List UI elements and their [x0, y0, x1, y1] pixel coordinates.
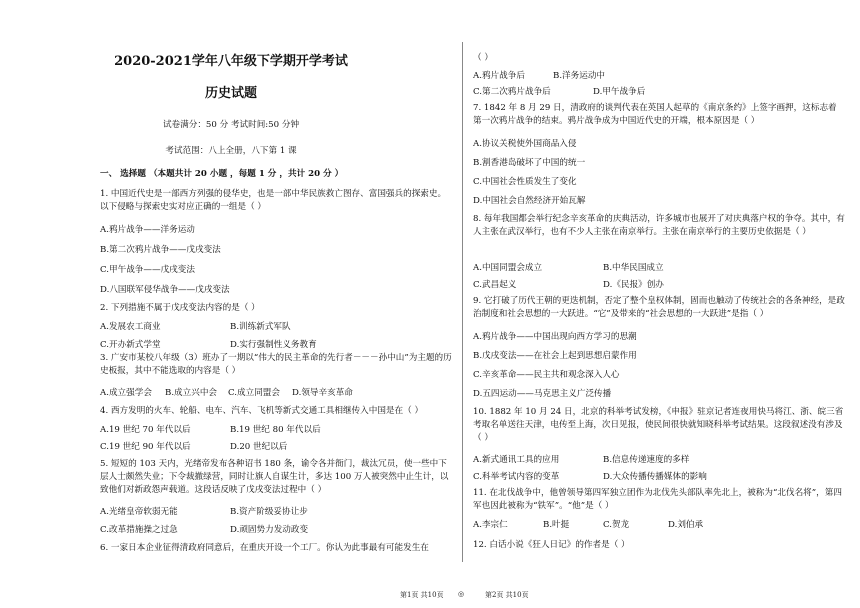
q4-option-a: A.19 世纪 70 年代以后: [100, 425, 191, 435]
q6-option-b: B.洋务运动中: [553, 71, 606, 81]
q2-option-b: B.训练新式军队: [230, 322, 291, 332]
section-heading: 一、 选择题 （本题共计 20 小题 ，每题 1 分 ，共计 20 分 ）: [100, 169, 344, 179]
q11-option-a: A.李宗仁: [473, 520, 508, 530]
q3-option-d: D.领导辛亥革命: [292, 388, 353, 398]
q11-option-d: D.刘伯承: [668, 520, 704, 530]
question-11: 11. 在北伐战争中，他曾领导第四军独立团作为北伐先头部队率先北上，被称为“北伐名将”，第四军也因此被称为“铁军”。“他”是（ ）: [473, 488, 842, 511]
q2-option-a: A.发展农工商业: [100, 322, 161, 332]
q10-option-c: C.科举考试内容的变革: [473, 472, 560, 482]
q6-option-c: C.第二次鸦片战争后: [473, 87, 551, 97]
q4-option-b: B.19 世纪 80 年代以后: [230, 425, 321, 435]
q6-option-a: A.鸦片战争后: [473, 71, 525, 81]
q9-option-b: B.戊戌变法——在社会上起到思想启蒙作用: [473, 351, 637, 361]
question-10: 10. 1882 年 10 月 24 日，北京的科举考试发榜，《申报》驻京记者连夜用快马将江、浙、皖三省考取名单送往天津，电传至上海，次日见报，使民间很快就知晓科举考试结果。这段叙述没有涉及（ ）: [473, 407, 844, 443]
footer-separator: ◎: [458, 590, 465, 598]
question-7: 7. 1842 年 8 月 29 日，清政府的谈判代表在英国人起草的《南京条约》上签字画押，这标志着第一次鸦片战争的结束。鸦片战争成为中国近代史的开端，根本原因是（ ）: [473, 103, 837, 126]
question-8: 8. 每年我国都会举行纪念辛亥革命的庆典活动，许多城市也展开了对庆典落户权的争夺。其中，有人主张在武汉举行，也有不少人主张在南京举行。主张在南京举行的主要历史依据是（ ）: [473, 214, 845, 237]
question-5: 5. 短短的 103 天内，光绪帝发布各种诏书 180 条，谕令各并衙门，裁汰冗员，使一些中下层人士颇然失业；下令裁撤绿营，同时让旗人自谋生计，多达 100 万人被突然中止生计，以致他们对新政怨声载道。这段话反映了戊戌变法过程中（ ）: [100, 459, 449, 495]
right-page: [463, 0, 860, 608]
question-1: 1. 中国近代史是一部西方列强的侵华史，也是一部中华民族救亡图存、富国强兵的探索史。以下侵略与探索史实对应正确的一组是（ ）: [100, 189, 447, 212]
q5-option-c: C.改革措施操之过急: [100, 525, 178, 535]
page-number-right: 第2页 共10页: [485, 591, 529, 599]
q4-option-d: D.20 世纪以后: [230, 442, 288, 452]
q7-option-d: D.中国社会自然经济开始瓦解: [473, 196, 586, 206]
q9-option-a: A.鸦片战争——中国出现向西方学习的思潮: [473, 332, 637, 342]
q5-option-a: A.光绪皇帝软弱无能: [100, 507, 178, 517]
q4-option-c: C.19 世纪 90 年代以后: [100, 442, 191, 452]
q3-option-b: B.成立兴中会: [165, 388, 218, 398]
page-number-left: 第1页 共10页: [400, 591, 444, 599]
q10-option-a: A.新式通讯工具的应用: [473, 455, 560, 465]
q6-option-d: D.甲午战争后: [593, 87, 646, 97]
q8-option-c: C.武昌起义: [473, 280, 517, 290]
q8-option-a: A.中国同盟会成立: [473, 263, 543, 273]
exam-meta-1: 试卷满分：50 分 考试时间:50 分钟: [162, 120, 300, 130]
q2-option-d: D.实行强制性义务教育: [230, 340, 317, 350]
q3-option-a: A.成立强学会: [100, 388, 152, 398]
q5-option-d: D.顽固势力发动政变: [230, 525, 309, 535]
q7-option-a: A.协议关税使外国商品入侵: [473, 139, 577, 149]
question-12: 12. 白话小说《狂人日记》的作者是（ ）: [473, 540, 630, 550]
q2-option-c: C.开办新式学堂: [100, 340, 161, 350]
q9-option-d: D.五四运动——马克思主义广泛传播: [473, 389, 612, 399]
q10-option-d: D.大众传播传播媒体的影响: [603, 472, 707, 482]
question-2: 2. 下列措施不属于戊戌变法内容的是（ ）: [100, 303, 260, 313]
q1-option-d: D.八国联军侵华战争——戊戌变法: [100, 285, 230, 295]
q1-option-b: B.第二次鸦片战争——戊戌变法: [100, 245, 221, 255]
exam-subtitle: 历史试题: [204, 86, 257, 101]
exam-title: 2020-2021学年八年级下学期开学考试: [114, 54, 348, 69]
q10-option-b: B.信息传递速度的多样: [603, 455, 690, 465]
question-9: 9. 它打破了历代王朝的更迭机制，否定了整个皇权体制，固而也触动了传统社会的各条神经，是政治制度和社会思想的一大跃进。“它”及带来的“社会思想的一大跃进”是指（ ）: [473, 296, 845, 319]
q8-option-b: B.中华民国成立: [603, 263, 664, 273]
q1-option-c: C.甲午战争——戊戌变法: [100, 265, 195, 275]
q11-option-c: C.贺龙: [603, 520, 630, 530]
q9-option-c: C.辛亥革命——民主共和观念深入人心: [473, 370, 620, 380]
q1-option-a: A.鸦片战争——洋务运动: [100, 225, 195, 235]
q6-blank: （ ）: [473, 53, 493, 63]
q7-option-c: C.中国社会性质发生了变化: [473, 177, 577, 187]
q3-option-c: C.成立同盟会: [228, 388, 280, 398]
question-4: 4. 西方发明的火车、轮船、电车、汽车、飞机等新式交通工具相继传入中国是在（ ）: [100, 406, 424, 416]
question-3: 3. 广安市某校八年级（3）班办了一期以“伟大的民主革命的先行者－－－孙中山”为主题的历史板报，其中不能选取的内容是（ ）: [100, 353, 452, 376]
question-6: 6. 一家日本企业征得清政府同意后，在重庆开设一个工厂。你认为此事最有可能发生在: [100, 543, 429, 553]
exam-meta-2: 考试范围：八上全册，八下第 1 课: [165, 146, 297, 156]
q11-option-b: B.叶挺: [543, 520, 570, 530]
q8-option-d: D.《民报》创办: [603, 280, 664, 290]
q5-option-b: B.资产阶级妥协让步: [230, 507, 308, 517]
q7-option-b: B.割香港岛破坏了中国的统一: [473, 158, 586, 168]
